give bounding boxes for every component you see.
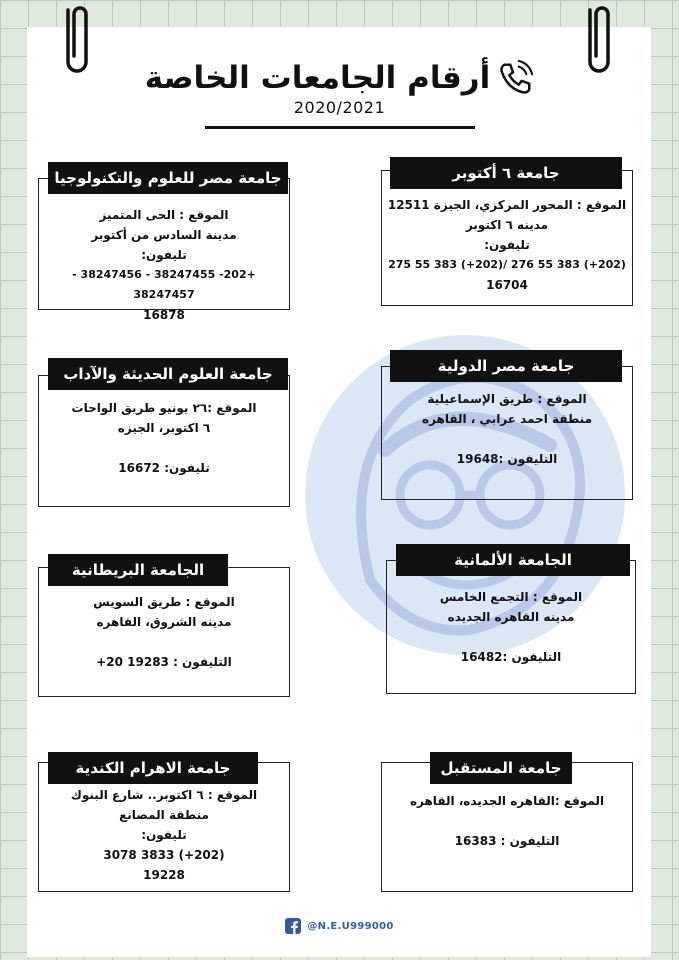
card-title: الجامعة البريطانية — [48, 554, 228, 586]
card-details — [43, 785, 285, 885]
card-title: جامعة العلوم الحديثة والآداب — [48, 358, 288, 390]
card-details — [43, 592, 285, 672]
card-line: مدينه القاهره الجديده — [447, 610, 575, 624]
card-title: جامعة ٦ أكتوبر — [390, 157, 622, 189]
card-line: الموقع :القاهره الجديده، القاهره — [409, 794, 605, 808]
card-line: التليفون : 16383 — [454, 834, 560, 848]
card-line: ٦ اكتوبر، الجيزه — [117, 421, 211, 435]
card-line: الموقع : المحور المركزي، الجيزة 12511 — [387, 198, 627, 212]
card-details — [391, 587, 631, 667]
card-line: الموقع : ٦ اكتوبر.. شارع البنوك — [70, 788, 258, 802]
card-line: الموقع : الحى المتميز — [99, 208, 229, 222]
card-line: منطقة المصانع — [119, 808, 209, 822]
page-title: أرقام الجامعات الخاصة — [144, 60, 491, 96]
card-line: التليفون :16482 — [460, 650, 562, 664]
card-line: تليفون: 16672 — [118, 461, 210, 475]
academic-year: 2020/2021 — [293, 98, 386, 117]
card-title: جامعة المستقبل — [430, 752, 572, 784]
card-details — [386, 791, 628, 851]
card-line: (202+) 3833 3078 — [103, 848, 225, 862]
card-title: جامعة مصر الدولية — [390, 350, 622, 382]
card-line — [43, 438, 285, 458]
card-line: التليفون : 19283 20+ — [96, 655, 232, 669]
card-line: 19228 — [143, 868, 185, 882]
social-handle[interactable]: @N.E.U999000 — [307, 920, 394, 932]
card-details — [43, 398, 285, 478]
card-line: الموقع : طريق السويس — [93, 595, 235, 609]
title-underline — [205, 126, 475, 129]
phone-icon — [496, 59, 534, 97]
page-footer — [0, 916, 679, 936]
university-card — [38, 178, 290, 322]
card-line: (202+) 383 55 276 /(202+) 383 55 275 — [388, 258, 626, 271]
university-card — [386, 560, 636, 694]
card-line: الموقع : طريق الإسماعيلية — [427, 392, 587, 406]
card-title: الجامعة الألمانية — [396, 544, 630, 576]
card-line: مدينة السادس من أكتوبر — [91, 228, 237, 242]
card-line: تليفون: — [141, 828, 187, 842]
card-line — [386, 811, 628, 831]
card-title: جامعة الاهرام الكندية — [48, 752, 258, 784]
card-line: تليفون: — [484, 238, 530, 252]
card-line: التليفون :19648 — [456, 452, 558, 466]
card-line: +202- 38247455 - 38247456 - 38247457 — [72, 268, 256, 301]
card-line — [391, 627, 631, 647]
card-title: جامعة مصر للعلوم والتكنولوجيا — [48, 162, 288, 194]
card-line: تليفون: — [141, 248, 187, 262]
page-header — [0, 52, 679, 104]
card-line — [386, 429, 628, 449]
card-line: الموقع : التجمع الخامس — [439, 590, 583, 604]
university-card — [38, 375, 290, 507]
card-line: منطقة احمد عرابي ، القاهره — [422, 412, 592, 426]
university-card — [38, 567, 290, 697]
facebook-icon[interactable] — [285, 918, 301, 934]
card-line: 16878 — [143, 308, 185, 322]
university-card — [381, 366, 633, 500]
university-card — [381, 170, 633, 306]
card-line: مدينه الشروق، القاهره — [96, 615, 232, 629]
card-details — [386, 195, 628, 295]
card-details — [43, 205, 285, 325]
card-details — [386, 389, 628, 469]
card-line: 16704 — [486, 278, 528, 292]
card-line: مدينه ٦ اكتوبر — [465, 218, 549, 232]
card-line: الموقع :٢٦ يونيو طريق الواحات — [71, 401, 257, 415]
card-line — [43, 632, 285, 652]
